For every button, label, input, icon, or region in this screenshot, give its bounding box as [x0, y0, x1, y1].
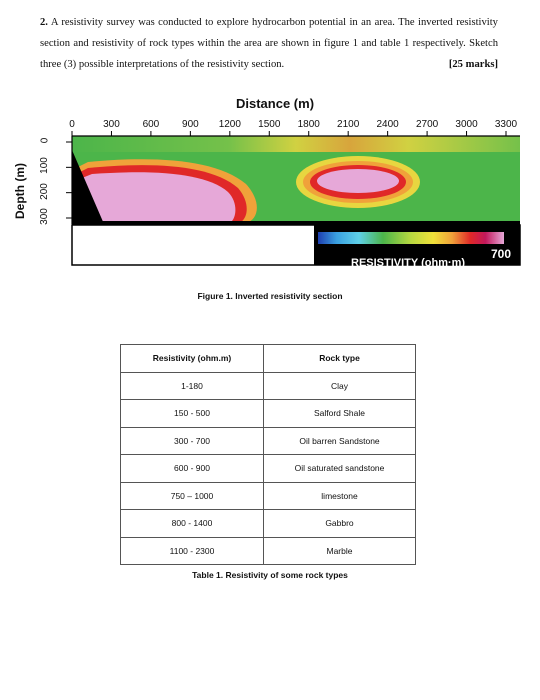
x-tick-label: 1800 [297, 119, 320, 130]
table-row [121, 510, 416, 538]
rock-type-cell: Marble [264, 537, 416, 565]
header-resistivity: Resistivity (ohm.m) [121, 345, 264, 373]
header-rock-type: Rock type [264, 345, 416, 373]
x-tick-label: 2700 [415, 119, 439, 130]
resistivity-cell: 150 - 500 [121, 400, 264, 428]
table-row [121, 482, 416, 510]
table-row [121, 427, 416, 455]
x-tick-marks [72, 131, 506, 136]
question-text-block [40, 12, 498, 75]
colorbar-max: 700 [491, 247, 512, 261]
x-tick-label: 300 [103, 119, 120, 130]
rock-resistivity-table [120, 344, 416, 565]
colorbar-label: RESISTIVITY (ohm·m) [351, 257, 466, 269]
rock-type-cell: Oil saturated sandstone [264, 455, 416, 483]
table-header-row [121, 345, 416, 373]
rock-type-cell: limestone [264, 482, 416, 510]
colorbar-gradient [318, 232, 504, 244]
resistivity-cell: 1-180 [121, 372, 264, 400]
table-row [121, 400, 416, 428]
x-tick-label: 1500 [258, 119, 281, 130]
question-marks: [25 marks] [448, 59, 498, 70]
question-body: A resistivity survey was conducted to explore hydrocarbon potential in an area. The inverted resistivity section and resistivity of rock types within the area are shown in figure 1 and table 1 respectively. Sketch three (3) possible interpretations of the resistivity section. [40, 17, 498, 70]
rock-type-cell: Clay [264, 372, 416, 400]
y-tick-label: 300 [38, 208, 50, 225]
x-tick-label: 2400 [376, 119, 399, 130]
x-tick-label: 600 [142, 119, 160, 130]
x-tick-label: 2100 [337, 119, 360, 130]
table-caption: Table 1. Resistivity of some rock types [192, 570, 348, 580]
table-row [121, 455, 416, 483]
resistivity-cell: 300 - 700 [121, 427, 264, 455]
y-axis-title: Depth (m) [13, 163, 27, 219]
x-tick-label: 3300 [494, 119, 518, 130]
x-axis-title: Distance (m) [236, 96, 315, 111]
resistivity-section-plot [0, 92, 540, 302]
table-row [121, 537, 416, 565]
resistivity-cell: 750 – 1000 [121, 482, 264, 510]
x-tick-label: 3000 [455, 119, 478, 130]
resistivity-cell: 600 - 900 [121, 455, 264, 483]
x-tick-label: 900 [182, 119, 199, 130]
table-row [121, 372, 416, 400]
y-tick-label: 100 [38, 157, 50, 175]
figure-caption: Figure 1. Inverted resistivity section [197, 291, 343, 301]
near-surface-band [72, 136, 520, 152]
y-tick-label: 200 [38, 182, 50, 200]
rock-type-cell: Gabbro [264, 510, 416, 538]
colorbar-min: 0 [318, 250, 324, 261]
resistivity-cell: 800 - 1400 [121, 510, 264, 538]
x-tick-label: 0 [69, 119, 75, 130]
resistivity-cell: 1100 - 2300 [121, 537, 264, 565]
y-tick-label: 0 [39, 137, 51, 144]
resistivity-figure [0, 92, 540, 302]
rock-type-cell: Oil barren Sandstone [264, 427, 416, 455]
y-tick-marks [66, 142, 72, 218]
question-number: 2. [40, 17, 48, 28]
x-tick-label: 1200 [218, 119, 241, 130]
right-anomaly-core [317, 169, 399, 193]
rock-type-cell: Salford Shale [264, 400, 416, 428]
